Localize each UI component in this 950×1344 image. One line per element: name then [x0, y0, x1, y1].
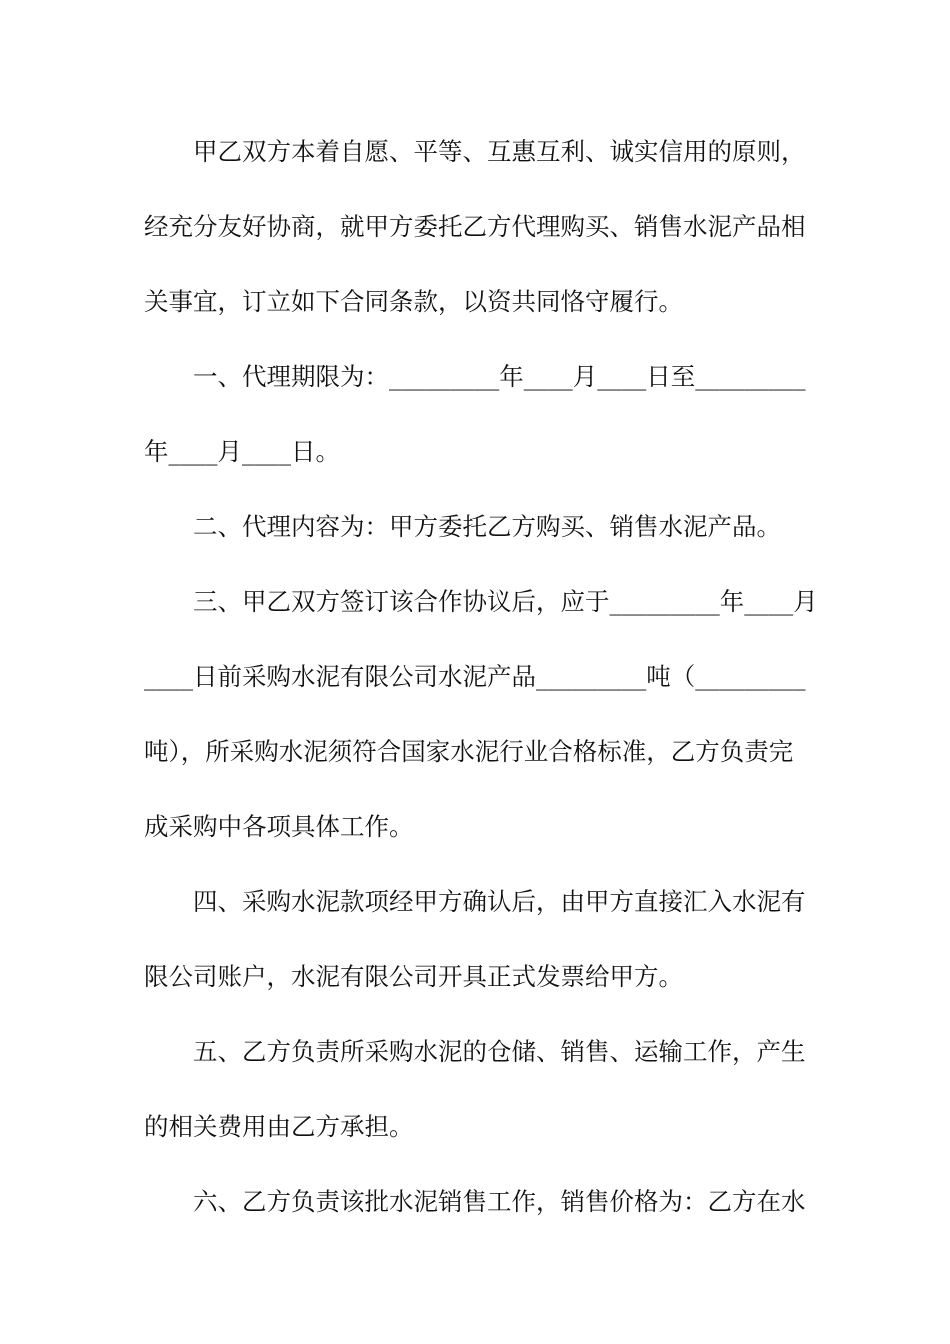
clause-3-line-3: 吨），所采购水泥须符合国家水泥行业合格标准，乙方负责完 [144, 737, 794, 766]
clause-4-line-1: 四、采购水泥款项经甲方确认后，由甲方直接汇入水泥有 [193, 887, 806, 916]
clause-1-line-2: 年____月____日。 [144, 437, 340, 466]
paragraph-intro-line-1: 甲乙双方本着自愿、平等、互惠互利、诚实信用的原则， [193, 137, 806, 166]
clause-3-line-1: 三、甲乙双方签订该合作协议后，应于_________年____月 [193, 587, 818, 616]
clause-6-line-1: 六、乙方负责该批水泥销售工作，销售价格为：乙方在水 [193, 1187, 806, 1216]
paragraph-intro-line-2: 经充分友好协商，就甲方委托乙方代理购买、销售水泥产品相 [144, 212, 806, 241]
clause-1-line-1: 一、代理期限为：_________年____月____日至_________ [193, 362, 806, 391]
clause-3-line-4: 成采购中各项具体工作。 [144, 812, 414, 841]
clause-3-line-2: ____日前采购水泥有限公司水泥产品_________吨（_________ [144, 662, 806, 691]
clause-5-line-2: 的相关费用由乙方承担。 [144, 1112, 414, 1141]
clause-5-line-1: 五、乙方负责所采购水泥的仓储、销售、运输工作，产生 [193, 1037, 806, 1066]
clause-4-line-2: 限公司账户，水泥有限公司开具正式发票给甲方。 [144, 962, 683, 991]
paragraph-intro-line-3: 关事宜，订立如下合同条款，以资共同恪守履行。 [144, 287, 683, 316]
clause-2-line-1: 二、代理内容为：甲方委托乙方购买、销售水泥产品。 [193, 512, 781, 541]
